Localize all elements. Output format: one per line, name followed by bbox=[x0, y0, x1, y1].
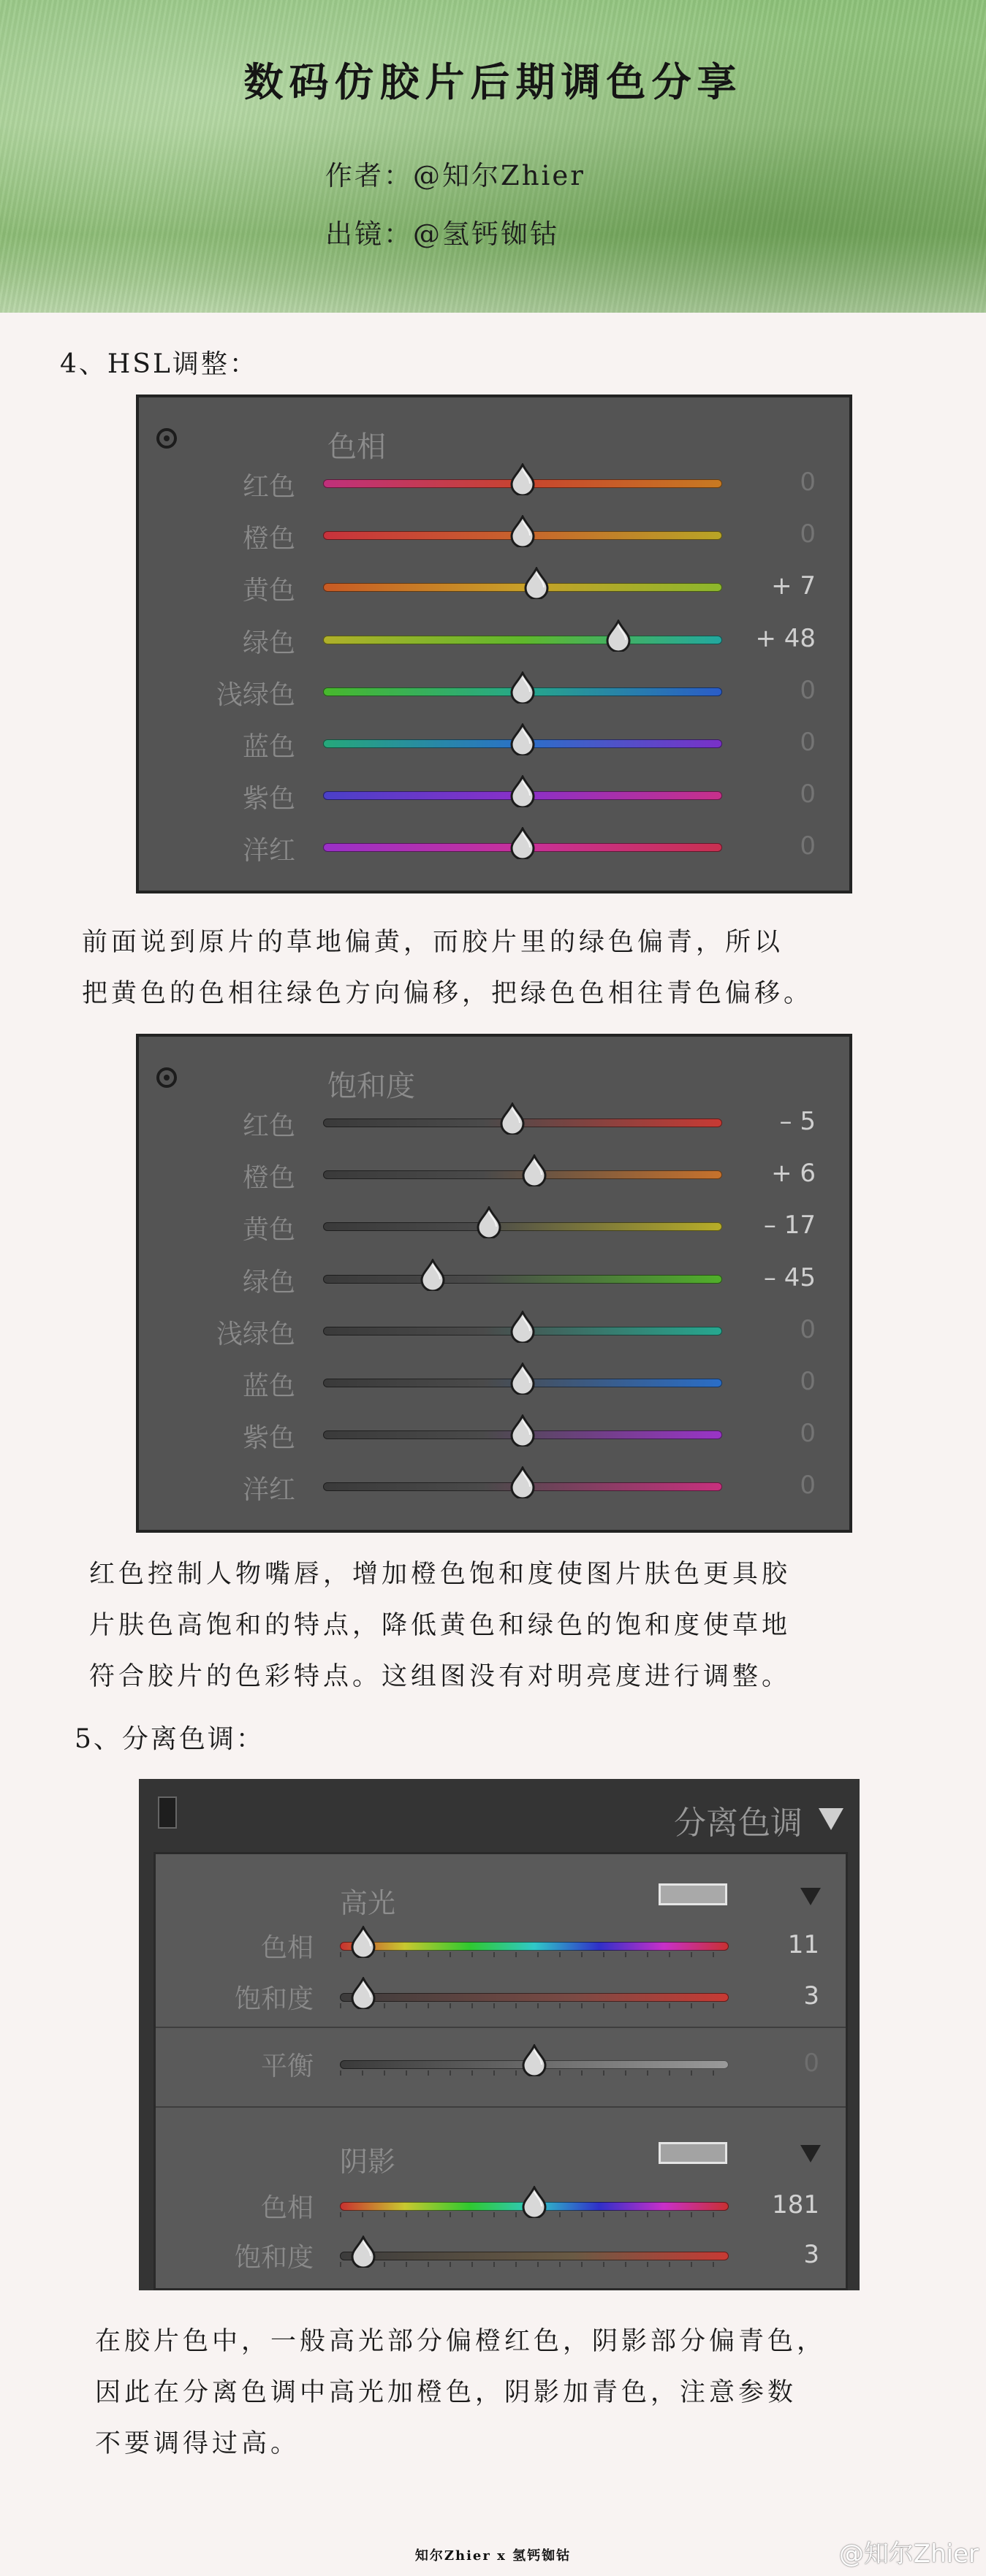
header-banner bbox=[0, 0, 986, 313]
slider-label: 洋红 bbox=[242, 836, 295, 866]
split-slider-track[interactable] bbox=[340, 2252, 729, 2260]
shadows-disclosure-icon[interactable] bbox=[800, 2145, 821, 2162]
hsl-saturation-panel bbox=[136, 1034, 852, 1533]
author-line: 作者：@知尔Zhier bbox=[325, 160, 585, 191]
hsl-slider-track[interactable] bbox=[323, 1275, 722, 1284]
split-slider-thumb[interactable] bbox=[520, 2186, 548, 2218]
slider-label: 绿色 bbox=[242, 1267, 295, 1297]
slider-label: 蓝色 bbox=[242, 1371, 295, 1401]
slider-value[interactable]: 11 bbox=[787, 1930, 819, 1959]
split-slider-thumb[interactable] bbox=[349, 1977, 377, 2009]
slider-value[interactable]: – 17 bbox=[763, 1211, 816, 1241]
hsl-slider-thumb[interactable] bbox=[509, 827, 536, 859]
hsl-slider-thumb[interactable] bbox=[509, 1466, 536, 1498]
hue-panel-title: 色相 bbox=[327, 430, 386, 464]
hsl-slider-thumb[interactable] bbox=[523, 567, 550, 599]
slider-value[interactable]: 3 bbox=[803, 2240, 819, 2269]
hsl-slider-thumb[interactable] bbox=[509, 515, 536, 547]
slider-value[interactable]: 0 bbox=[800, 1367, 816, 1396]
slider-value[interactable]: 0 bbox=[800, 728, 816, 757]
split-slider-track[interactable] bbox=[340, 1942, 729, 1951]
slider-label: 浅绿色 bbox=[216, 1319, 295, 1349]
highlights-title: 高光 bbox=[340, 1887, 396, 1919]
slider-ticks bbox=[340, 1952, 729, 1957]
slider-value[interactable]: + 48 bbox=[755, 623, 816, 653]
hsl-slider-track[interactable] bbox=[323, 1222, 722, 1231]
paragraph-line: 符合胶片的色彩特点。这组图没有对明亮度进行调整。 bbox=[89, 1662, 792, 1691]
weibo-watermark: @知尔Zhier bbox=[838, 2539, 979, 2569]
hsl-slider-thumb[interactable] bbox=[509, 1414, 536, 1447]
hsl-slider-thumb[interactable] bbox=[509, 671, 536, 704]
slider-label: 饱和度 bbox=[234, 1984, 314, 2014]
split-slider-thumb[interactable] bbox=[520, 2044, 548, 2076]
slider-value[interactable]: 0 bbox=[800, 675, 816, 705]
divider bbox=[156, 2106, 846, 2108]
footer-credit: 知尔Zhier x 氢钙铷钴 bbox=[414, 2548, 572, 2564]
slider-label: 洋红 bbox=[242, 1475, 295, 1506]
slider-value[interactable]: 0 bbox=[800, 1314, 816, 1344]
slider-value[interactable]: 0 bbox=[800, 1471, 816, 1501]
page-title: 数码仿胶片后期调色分享 bbox=[243, 58, 743, 105]
slider-label: 色相 bbox=[260, 2193, 314, 2223]
paragraph-line: 把黄色的色相往绿色方向偏移，把绿色色相往青色偏移。 bbox=[82, 979, 814, 1008]
split-toning-panel bbox=[139, 1779, 860, 2290]
split-toning-body bbox=[153, 1852, 848, 2290]
hsl-slider-thumb[interactable] bbox=[509, 463, 536, 495]
slider-value[interactable]: 0 bbox=[803, 2049, 819, 2078]
slider-value[interactable]: 0 bbox=[800, 1419, 816, 1449]
section-4-heading: 4、HSL调整： bbox=[60, 349, 258, 379]
slider-label: 红色 bbox=[242, 472, 295, 502]
split-slider-track[interactable] bbox=[340, 1993, 729, 2002]
hsl-slider-thumb[interactable] bbox=[604, 620, 632, 652]
paragraph-split-toning bbox=[95, 2316, 826, 2469]
hsl-hue-panel bbox=[136, 395, 852, 893]
paragraph-line: 前面说到原片的草地偏黄，而胶片里的绿色偏青，所以 bbox=[82, 928, 784, 957]
slider-label: 紫色 bbox=[242, 1423, 295, 1454]
slider-label: 橙色 bbox=[242, 524, 295, 555]
slider-value[interactable]: 0 bbox=[800, 780, 816, 809]
hsl-slider-track[interactable] bbox=[323, 636, 722, 644]
slider-label: 平衡 bbox=[260, 2051, 314, 2081]
split-slider-thumb[interactable] bbox=[349, 1926, 377, 1958]
slider-label: 色相 bbox=[260, 1933, 314, 1963]
highlights-disclosure-icon[interactable] bbox=[800, 1888, 821, 1905]
slider-label: 红色 bbox=[242, 1111, 295, 1141]
paragraph-saturation bbox=[89, 1549, 791, 1702]
slider-value[interactable]: 0 bbox=[800, 831, 816, 861]
slider-value[interactable]: 0 bbox=[800, 468, 816, 497]
slider-label: 蓝色 bbox=[242, 732, 295, 762]
slider-label: 黄色 bbox=[242, 1215, 295, 1246]
target-adjust-icon[interactable] bbox=[156, 1067, 177, 1088]
paragraph-line: 片肤色高饱和的特点，降低黄色和绿色的饱和度使草地 bbox=[89, 1611, 792, 1640]
split-toning-title: 分离色调 bbox=[674, 1805, 803, 1842]
section-5-heading: 5、分离色调： bbox=[75, 1724, 265, 1754]
slider-label: 橙色 bbox=[242, 1163, 295, 1194]
slider-value[interactable]: 3 bbox=[803, 1981, 819, 2011]
paragraph-line: 红色控制人物嘴唇，增加橙色饱和度使图片肤色更具胶 bbox=[89, 1560, 792, 1589]
saturation-panel-title: 饱和度 bbox=[327, 1070, 415, 1103]
paragraph-line: 不要调得过高。 bbox=[95, 2429, 300, 2458]
target-adjust-icon[interactable] bbox=[156, 428, 177, 449]
slider-label: 黄色 bbox=[242, 576, 295, 606]
slider-value[interactable]: 0 bbox=[800, 519, 816, 549]
slider-value[interactable]: + 6 bbox=[771, 1159, 816, 1189]
slider-ticks bbox=[340, 2262, 729, 2267]
slider-value[interactable]: – 45 bbox=[763, 1262, 816, 1292]
divider bbox=[156, 2027, 846, 2028]
shadows-title: 阴影 bbox=[340, 2146, 396, 2178]
slider-label: 绿色 bbox=[242, 628, 295, 658]
slider-ticks bbox=[340, 2003, 729, 2008]
hsl-slider-thumb[interactable] bbox=[509, 1363, 536, 1395]
shadows-color-swatch[interactable] bbox=[659, 2142, 727, 2164]
slider-value[interactable]: 181 bbox=[772, 2190, 819, 2219]
collapse-triangle-icon[interactable] bbox=[819, 1808, 843, 1830]
slider-label: 紫色 bbox=[242, 784, 295, 815]
slider-value[interactable]: – 5 bbox=[779, 1107, 816, 1136]
hsl-slider-thumb[interactable] bbox=[419, 1259, 447, 1291]
hsl-slider-thumb[interactable] bbox=[509, 723, 536, 755]
model-line: 出镜：@氢钙铷钴 bbox=[325, 218, 559, 250]
slider-label: 饱和度 bbox=[234, 2243, 314, 2273]
hsl-slider-thumb[interactable] bbox=[475, 1206, 503, 1238]
hsl-slider-thumb[interactable] bbox=[520, 1154, 548, 1186]
highlights-color-swatch[interactable] bbox=[659, 1883, 727, 1905]
slider-label: 浅绿色 bbox=[216, 679, 295, 710]
paragraph-line: 在胶片色中，一般高光部分偏橙红色，阴影部分偏青色， bbox=[95, 2327, 827, 2356]
panel-toggle-switch[interactable] bbox=[158, 1796, 177, 1829]
hsl-slider-thumb[interactable] bbox=[509, 1311, 536, 1343]
split-toning-header[interactable] bbox=[139, 1779, 860, 1852]
hsl-slider-thumb[interactable] bbox=[498, 1102, 526, 1135]
paragraph-line: 因此在分离色调中高光加橙色，阴影加青色，注意参数 bbox=[95, 2378, 797, 2407]
split-slider-thumb[interactable] bbox=[349, 2236, 377, 2268]
paragraph-hue bbox=[82, 917, 813, 1019]
slider-value[interactable]: + 7 bbox=[771, 571, 816, 601]
hsl-slider-thumb[interactable] bbox=[509, 775, 536, 807]
